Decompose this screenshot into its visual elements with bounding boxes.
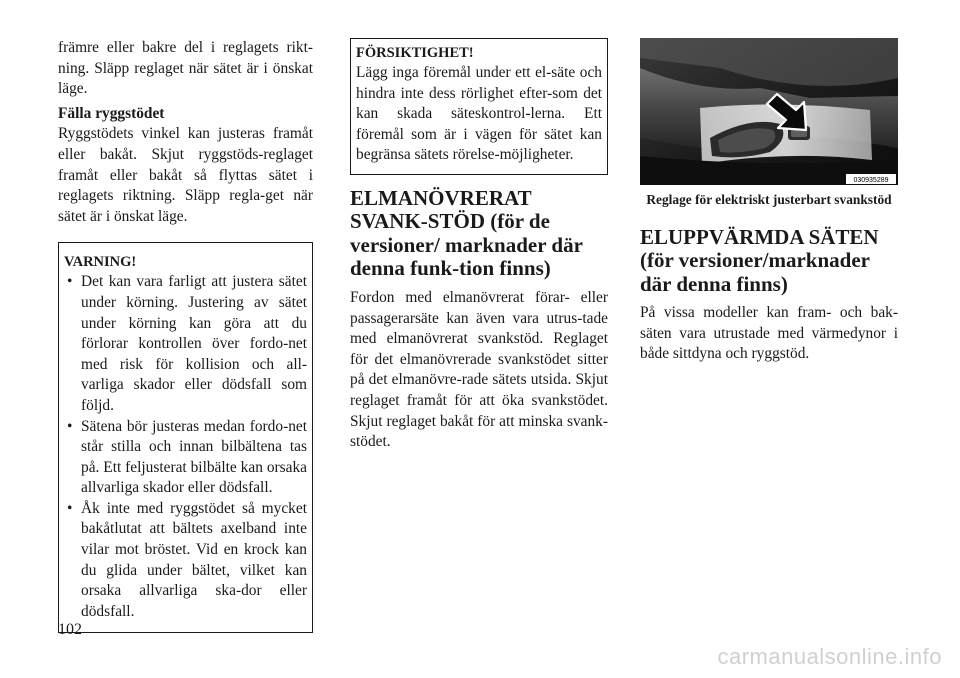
page-number: 102 (58, 621, 82, 638)
lumbar-control-photo (640, 38, 898, 185)
photo-caption: Reglage för elektriskt justerbart svankstöd (646, 192, 892, 207)
warning-item: • Åk inte med ryggstödet så mycket bakåtlutat att bältets axelband inte vilar mot bröstet. Vid en krock kan du glida under bältet, vilket kan orsaka allvarliga ska-dor eller dödsfall. (64, 499, 307, 623)
photo-code: 030935289 (853, 177, 889, 184)
warning-box (58, 242, 313, 633)
lumbar-paragraph: Fordon med elmanövrerat förar- eller passagerarsäte kan även vara utrus-tade med elmanövrerat svankstöd. Reglaget för det elmanövrerade svankstödet sitter på det elmanövre-rade sätets utsida. Skjut reglaget framåt för att öka svankstödet. Skjut reglaget bakåt för att minska svank-stödet. (350, 288, 608, 451)
left-column (58, 38, 313, 633)
warning-title: VARNING! (64, 254, 137, 271)
lumbar-heading (350, 187, 608, 281)
heated-seats-paragraph: På vissa modeller kan fram- och bak-säten vara utrustade med värmedynor i både sittdyna och ryggstöd. (640, 304, 898, 363)
warning-item: • Det kan vara farligt att justera sätet under körning. Justering av sätet under körning kan göra att du förlorar kontrollen över fordo-net med risk för kollision och all-varliga skador eller dödsfall som följd. (64, 272, 307, 416)
right-column (640, 38, 898, 365)
caution-title: FÖRSIKTIGHET! (356, 45, 474, 61)
recline-paragraph (58, 104, 313, 228)
watermark: carmanualsonline.info (717, 644, 942, 669)
caution-text: Lägg inga föremål under ett el-säte och hindra inte dess rörlighet efter-som det kan skada säteskontrol-lerna. Ett föremål som är i vägen för sätet kan begränsa sätets rörelse-möjligheter. (356, 64, 602, 164)
lumbar-heading-qualifier: (för de versioner/ marknader där denna funk-tion finns) (350, 209, 583, 281)
recline-text: Ryggstödets vinkel kan justeras framåt eller bakåt. Skjut ryggstöds-reglaget framåt eller bakåt så flyttas sätet i reglagets riktning. Släpp regla-get när sätet är i önskat läge. (58, 125, 313, 225)
warning-item: • Sätena bör justeras medan fordo-net står stilla och innan bilbältena tas på. Ett feljusterat bilbälte kan orsaka allvarliga skador eller dödsfall. (64, 417, 307, 499)
lumbar-heading-main: ELMANÖVRERAT SVANK-STÖD (350, 185, 532, 234)
recline-heading: Fälla ryggstödet (58, 104, 165, 122)
heated-seats-heading: ELUPPVÄRMDA SÄTEN (för versioner/marknader där denna finns) (640, 224, 879, 296)
warning-list (64, 272, 307, 622)
middle-column (350, 38, 608, 453)
intro-paragraph: främre eller bakre del i reglagets rikt-ning. Släpp reglaget när sätet är i önskat läge. (58, 39, 313, 98)
caution-box (350, 38, 608, 175)
